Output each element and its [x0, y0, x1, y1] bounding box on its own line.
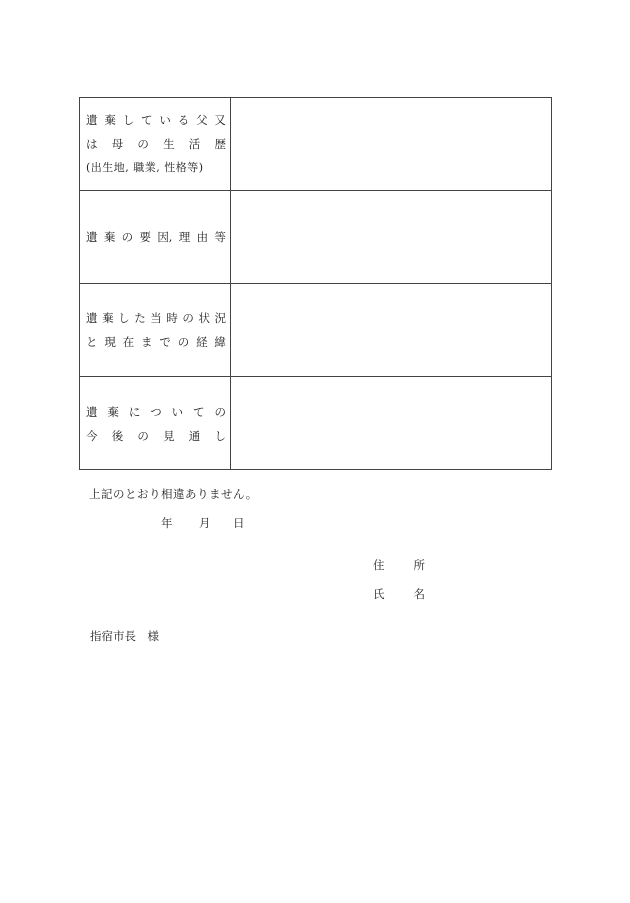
label-parent-history	[80, 98, 231, 190]
row-circumstances	[80, 284, 551, 377]
statement-form-table	[79, 97, 552, 470]
label-line: 遺 棄 し て い る 父 又	[86, 113, 226, 127]
date-year-label: 年	[161, 516, 173, 530]
row-parent-history	[80, 98, 551, 191]
input-abandonment-cause[interactable]	[231, 191, 551, 283]
label-abandonment-cause	[80, 191, 231, 283]
addressee: 指宿市長 様	[90, 629, 159, 643]
label-line: 今 後 の 見 通 し	[86, 428, 226, 443]
address-label: 住 所	[373, 558, 425, 572]
label-line: と 現 在 ま で の 経 緯	[86, 335, 226, 349]
label-line: 遺 棄 し た 当 時 の 状 況	[86, 311, 226, 325]
label-line: は 母 の 生 活 歴	[86, 137, 226, 151]
input-parent-history[interactable]	[231, 98, 551, 190]
declaration-statement: 上記のとおり相違ありません。	[89, 487, 258, 501]
label-circumstances	[80, 284, 231, 376]
date-day-label: 日	[233, 516, 245, 530]
label-line: 遺 棄 に つ い て の	[86, 404, 226, 419]
row-future-outlook	[80, 377, 551, 470]
input-circumstances[interactable]	[231, 284, 551, 376]
label-future-outlook	[80, 377, 231, 470]
row-abandonment-cause	[80, 191, 551, 284]
label-line: 遺 棄 の 要 因, 理 由 等	[86, 230, 226, 244]
date-month-label: 月	[199, 516, 211, 530]
input-future-outlook[interactable]	[231, 377, 551, 470]
name-label: 氏 名	[373, 587, 425, 601]
label-line: (出生地, 職業, 性格等)	[86, 161, 204, 174]
